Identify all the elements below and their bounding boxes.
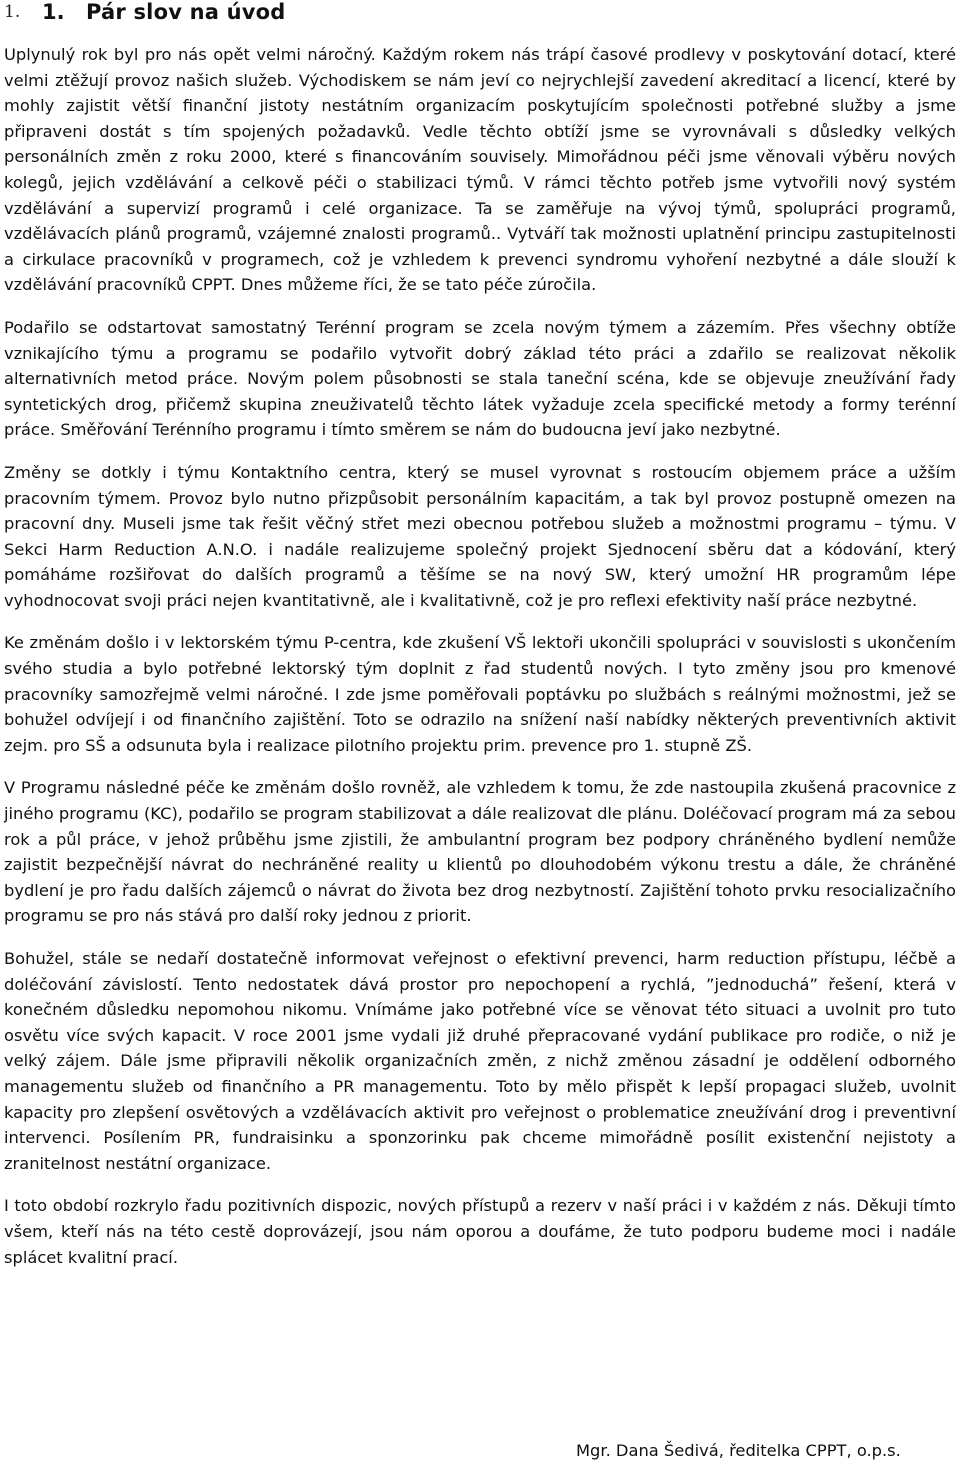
outer-list-number: 1. bbox=[4, 2, 21, 22]
paragraph-public-awareness: Bohužel, stále se nedaří dostatečně informovat veřejnost o efektivní prevenci, harm reduction přístupu, léčbě a doléčování závislostí. Tento nedostatek dává prostor pro nepochopení a rychlá, ”jednoduchá” řešení, která v konečném důsledku nepomohou nikomu. Vnímáme jako potřebné více se věnovat této situaci a uvolnit pro tuto osvětu více svých kapacit. V roce 2001 jsme vydali již druhé přepracované vydání publikace pro rodiče, o niž je velký zájem. Dále jsme připravili několik organizačních změn, z nichž změnou zásadní je oddělení odborného managementu služeb od finančního a PR managementu. Toto by mělo přispět k lepší propagaci služeb, uvolnit kapacity pro zlepšení osvětových a vzdělávacích aktivit pro veřejnost o problematice zneužívání drog i preventivní intervenci. Posílením PR, fundraisinku a sponzorinku pak chceme mimořádně posílit existenční nejistoty a zranitelnost nestátní organizace. bbox=[4, 949, 956, 1173]
body-text bbox=[4, 42, 956, 1270]
paragraph-lecture-team: Ke změnám došlo i v lektorském týmu P-centra, kde zkušení VŠ lektoři ukončili spolupráci v souvislosti s ukončením svého studia a bylo potřebné lektorský tým doplnit z řad studentů nových. I tyto změny jsou pro kmenové pracovníky samozřejmě velmi náročné. I zde jsme poměřovali poptávku po službách s reálnými možnostmi, jež se bohužel odvíjejí i od finančního zajištění. Toto se odrazilo na snížení naší nabídky některých preventivních aktivit zejm. pro SŠ a odsunuta byla i realizace pilotního projektu prim. prevence pro 1. stupně ZŠ. bbox=[4, 633, 956, 755]
heading-title: Pár slov na úvod bbox=[86, 0, 286, 24]
document-page bbox=[4, 0, 956, 1270]
paragraph-contact-center: Změny se dotkly i týmu Kontaktního centra, který se musel vyrovnat s rostoucím objemem práce a užším pracovním týmem. Provoz bylo nutno přizpůsobit personálním kapacitám, a tak byl provoz postupně omezen na pracovní dny. Museli jsme tak řešit věčný střet mezi obecnou potřebou služeb a možnostmi programu – týmu. V Sekci Harm Reduction A.N.O. i nadále realizujeme společný projekt Sjednocení sběru dat a kódování, který pomáháme rozšiřovat do dalších programů a těšíme se na nový SW, který umožní HR programům lépe vyhodnocovat svoji práci nejen kvantitativně, ale i kvalitativně, což je pro reflexi efektivity naší práce nezbytné. bbox=[4, 462, 956, 610]
section-heading bbox=[4, 0, 956, 28]
paragraph-aftercare: V Programu následné péče ke změnám došlo rovněž, ale vzhledem k tomu, že zde nastoupila zkušená pracovnice z jiného programu (KC), podařilo se program stabilizovat a dále realizovat dle plánu. Doléčovací program má za sebou rok a půl práce, v jehož průběhu jsme zjistili, že ambulantní program bez podpory chráněného bydlení nemůže zajistit bezpečnější návrat do nechráněné reality u klientů po dlouhodobém výkonu trestu a dále, že chráněné bydlení je pro řadu dalších zájemců o návrat do života bez drog nezbytností. Zajištění tohoto prvku resocializačního programu se pro nás stává pro další roky jednou z priorit. bbox=[4, 778, 956, 926]
paragraph-field-program: Podařilo se odstartovat samostatný Terénní program se zcela novým týmem a zázemím. Přes všechny obtíže vznikajícího týmu a programu se podařilo vytvořit dobrý základ této práci a zdařilo se realizovat několik alternativních metod práce. Novým polem působnosti se stala taneční scéna, kde se objevuje zneužívání řady syntetických drog, přičemž skupina zneuživatelů těchto látek vyžaduje zcela specifické metody a formy terénní práce. Směřování Terénního programu i tímto směrem se nám do budoucna jeví jako nezbytné. bbox=[4, 317, 956, 440]
paragraph-thanks: I toto období rozkrylo řadu pozitivních dispozic, nových přístupů a rezerv v naší práci i v každém z nás. Děkuji tímto všem, kteří nás na této cestě doprovázejí, jsou nám oporou a doufáme, že tuto podporu budeme moci i nadále splácet kvalitní prací. bbox=[4, 1196, 956, 1267]
heading-number: 1. bbox=[42, 0, 65, 24]
paragraph-intro: Uplynulý rok byl pro nás opět velmi náročný. Každým rokem nás trápí časové prodlevy v poskytování dotací, které velmi ztěžují provoz našich služeb. Východiskem se nám jeví co nejrychlejší zavedení akreditací a licencí, které by mohly zajistit větší finanční jistoty nestátním organizacím poskytujícím společnosti potřebné služby a jsme připraveni dostát s tím spojených požadavků. Vedle těchto obtíží jsme se vyrovnávali s důsledky velkých personálních změn z roku 2000, které s financováním souvisely. Mimořádnou péči jsme věnovali výběru nových kolegů, jejich vzdělávání a celkově péči o stabilizaci týmů. V rámci těchto potřeb jsme vytvořili nový systém vzdělávání a supervizí programů i celé organizace. Ta se zaměřuje na vývoj týmů, spolupráci programů, vzdělávacích plánů programů, vzájemné znalosti programů.. Vytváří tak možnosti uplatnění principu zastupitelnosti a cirkulace pracovníků v programech, což je vzhledem k prevenci syndromu vyhoření nezbytné a dále slouží k vzdělávání pracovníků CPPT. Dnes můžeme říci, že se tato péče zúročila. bbox=[4, 45, 956, 295]
signature: Mgr. Dana Šedivá, ředitelka CPPT, o.p.s. bbox=[576, 1441, 901, 1460]
